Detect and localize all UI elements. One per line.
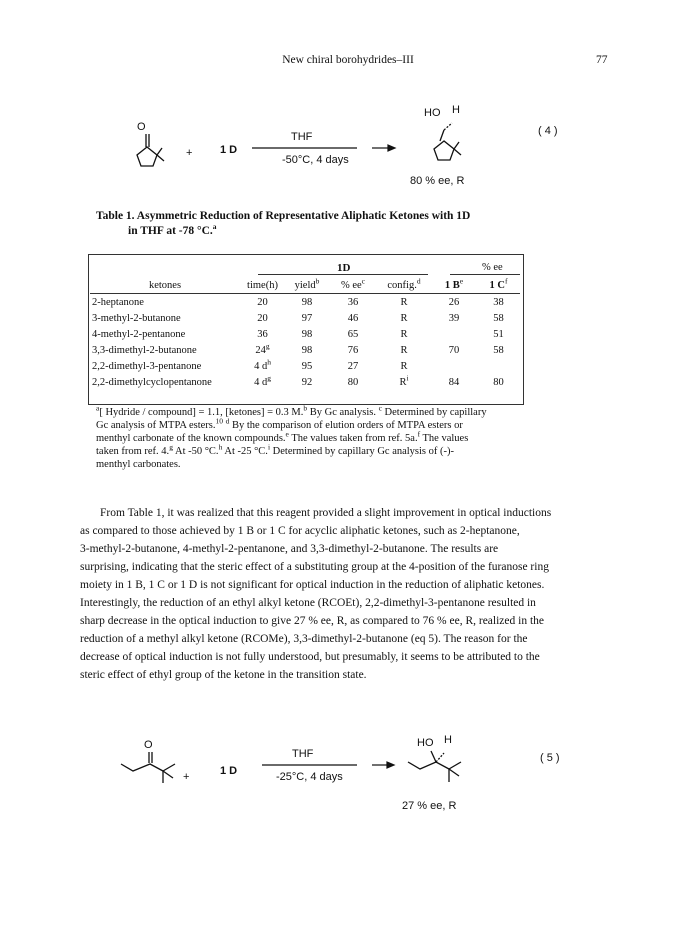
cell-ee-1c: 58: [493, 344, 504, 356]
cell-ee-1c: 51: [493, 328, 504, 340]
results-table: [90, 277, 520, 390]
body-line-2: as compared to those achieved by 1 B or 1 C for acyclic aliphatic ketones, such as 2-heptanone,: [80, 525, 520, 537]
table-footnotes: [96, 403, 546, 471]
eq5-oxygen-label: O: [144, 739, 153, 751]
cell-yield: 92: [301, 376, 313, 388]
cell-ee: 46: [347, 312, 359, 324]
cell-ketone: 2,2-dimethyl-3-pentanone: [92, 360, 202, 372]
eq4-product-h: H: [452, 104, 460, 116]
table-body: [90, 294, 520, 391]
cell-time: 20: [257, 296, 268, 308]
cell-ee: 36: [347, 296, 359, 308]
eq5-product-structure: [408, 751, 461, 782]
header-yield: yield$^b$: [294, 276, 320, 291]
eq5-product-h: H: [444, 734, 452, 746]
caption-footnote-mark: a: [212, 222, 217, 232]
header-config: config.$^d$: [387, 276, 421, 291]
group-header-1d: 1D: [337, 262, 351, 274]
cell-time: 4 $d^h$: [254, 357, 271, 372]
cell-yield: 98: [301, 328, 313, 340]
cell-ee-1b: 84: [448, 376, 460, 388]
cell-config: $R^i$: [399, 373, 409, 388]
footnote-line-2: Gc analysis of MTPA esters.$^{10}$ $^d$ By the comparison of elution orders of MTPA esters or: [96, 416, 463, 431]
body-line-10: steric effect of ethyl group of the ketone in the transition state.: [80, 669, 367, 681]
eq5-conditions: -25°C, 4 days: [276, 771, 343, 783]
cell-ee-1c: [477, 358, 520, 374]
cell-yield: 98: [301, 344, 313, 356]
eq5-result: 27 % ee, R: [402, 800, 457, 812]
footnote-line-1: $^a$[ Hydride / compound] = 1.1, [ketones] = 0.3 M.$^b$ By Gc analysis. $^c$ Determined by capillary: [96, 403, 487, 418]
table-row: [90, 294, 520, 311]
cell-config: R: [400, 312, 408, 324]
cell-ee-1c: 38: [493, 296, 504, 308]
cell-ee-1b: [431, 358, 477, 374]
eq5-solvent: THF: [292, 748, 314, 760]
eq4-conditions: -50°C, 4 days: [282, 154, 349, 166]
body-line-6: Interestingly, the reduction of an ethyl alkyl ketone (RCOEt), 2,2-dimethyl-3-pentanone resulted in: [80, 597, 536, 609]
body-line-9: decrease of optical induction is not fully understood, but presumably, it seems to be attributed to the: [80, 651, 540, 663]
eq4-result: 80 % ee, R: [410, 175, 465, 187]
eq5-arrow: [262, 762, 394, 768]
table-row: [90, 310, 520, 326]
eq4-number: ( 4 ): [538, 125, 558, 137]
running-title: New chiral borohydrides–III: [282, 54, 414, 66]
cell-ee-1b: 70: [448, 344, 460, 356]
page-number: 77: [596, 54, 608, 66]
eq4-ketone-structure: [137, 134, 164, 166]
cell-yield: 97: [301, 312, 313, 324]
group-header-ee: % ee: [482, 262, 503, 273]
cell-ee: 80: [347, 376, 359, 388]
cell-yield: 98: [301, 296, 313, 308]
eq5-reagent: 1 D: [220, 765, 238, 777]
cell-ketone: 3-methyl-2-butanone: [92, 312, 181, 324]
footnote-line-5: menthyl carbonates.: [96, 459, 181, 470]
body-line-1: From Table 1, it was realized that this reagent provided a slight improvement in optical inductions: [100, 507, 552, 519]
table-caption: [96, 209, 470, 239]
eq4-reagent: 1 D: [220, 144, 238, 156]
header-1c: 1 $C^f$: [489, 276, 508, 291]
cell-ee: 27: [347, 360, 359, 372]
cell-ketone: 2,2-dimethylcyclopentanone: [92, 376, 212, 388]
table-header-row: [90, 277, 520, 294]
eq5-product-ho: HO: [417, 737, 434, 749]
body-line-8: reduction of a methyl alkyl ketone (RCOMe), 3,3-dimethyl-2-butanone (eq 5). The reason for the: [80, 633, 528, 645]
cell-config: R: [400, 296, 408, 308]
eq5-number: ( 5 ): [540, 752, 560, 764]
body-line-5: moiety in 1 B, 1 C or 1 D is not significant for optical induction in the reduction of aliphatic ketones.: [80, 579, 545, 591]
group-rule-ee: [450, 274, 520, 275]
table-row: [90, 342, 520, 358]
cell-config: R: [400, 328, 408, 340]
footnote-line-3: menthyl carbonate of the known compounds.$^e$ The values taken from ref. 5a.$^f$ The values: [96, 429, 469, 444]
cell-time: 24$^g$: [255, 341, 270, 356]
table-row: [90, 326, 520, 342]
body-line-4: surprising, indicating that the steric effect of a substituting group at the 4-position of the furanose ring: [80, 561, 549, 573]
cell-ee: 76: [347, 344, 359, 356]
cell-ee-1b: 39: [448, 312, 460, 324]
body-line-7: sharp decrease in the optical induction to give 27 % ee, R, as compared to 76 % ee, R, realized in the: [80, 615, 544, 627]
cell-ee-1b: 26: [448, 296, 460, 308]
eq4-arrow: [252, 145, 395, 151]
cell-ketone: 3,3-dimethyl-2-butanone: [92, 344, 197, 356]
table-row: [90, 358, 520, 374]
cell-time: 36: [257, 328, 268, 340]
eq4-oxygen-label: O: [137, 121, 146, 133]
header-ketones: ketones: [148, 279, 182, 291]
cell-ketone: 2-heptanone: [92, 296, 144, 308]
cell-ee-1b: [431, 326, 477, 342]
cell-ee: 65: [347, 328, 359, 340]
table-row: [90, 374, 520, 390]
header-ee: % $ee^c$: [340, 276, 366, 291]
cell-ee-1c: 58: [493, 312, 504, 324]
cell-yield: 95: [301, 360, 313, 372]
group-rule-1d: [258, 274, 428, 275]
body-paragraph: [80, 504, 608, 684]
footnote-line-4: taken from ref. 4.$^g$ At -50 °C.$^h$ At -25 °C.$^i$ Determined by capillary Gc analysis of (-)-: [96, 442, 455, 457]
cell-ketone: 4-methyl-2-pentanone: [92, 328, 186, 340]
table-caption-line2: in THF at -78 °C.: [128, 225, 213, 237]
table-caption-line1: Table 1. Asymmetric Reduction of Representative Aliphatic Ketones with 1D: [96, 210, 471, 222]
eq5-ketone-structure: [121, 752, 175, 783]
eq4-product-ho: HO: [424, 107, 441, 119]
cell-ee-1c: 80: [493, 376, 504, 388]
eq4-solvent: THF: [291, 131, 313, 143]
eq4-plus: +: [186, 147, 193, 159]
cell-time: 4 $d^g$: [254, 373, 271, 388]
cell-config: R: [400, 360, 408, 372]
cell-config: R: [400, 344, 408, 356]
eq4-product-structure: [434, 123, 461, 160]
body-line-3: 3-methyl-2-butanone, 4-methyl-2-pentanone, and 3,3-dimethyl-2-butanone. The results are: [80, 543, 499, 555]
eq5-plus: +: [183, 771, 190, 783]
header-time: time(h): [247, 279, 278, 291]
cell-time: 20: [257, 312, 268, 324]
header-1b: 1 $B^e$: [444, 276, 464, 291]
